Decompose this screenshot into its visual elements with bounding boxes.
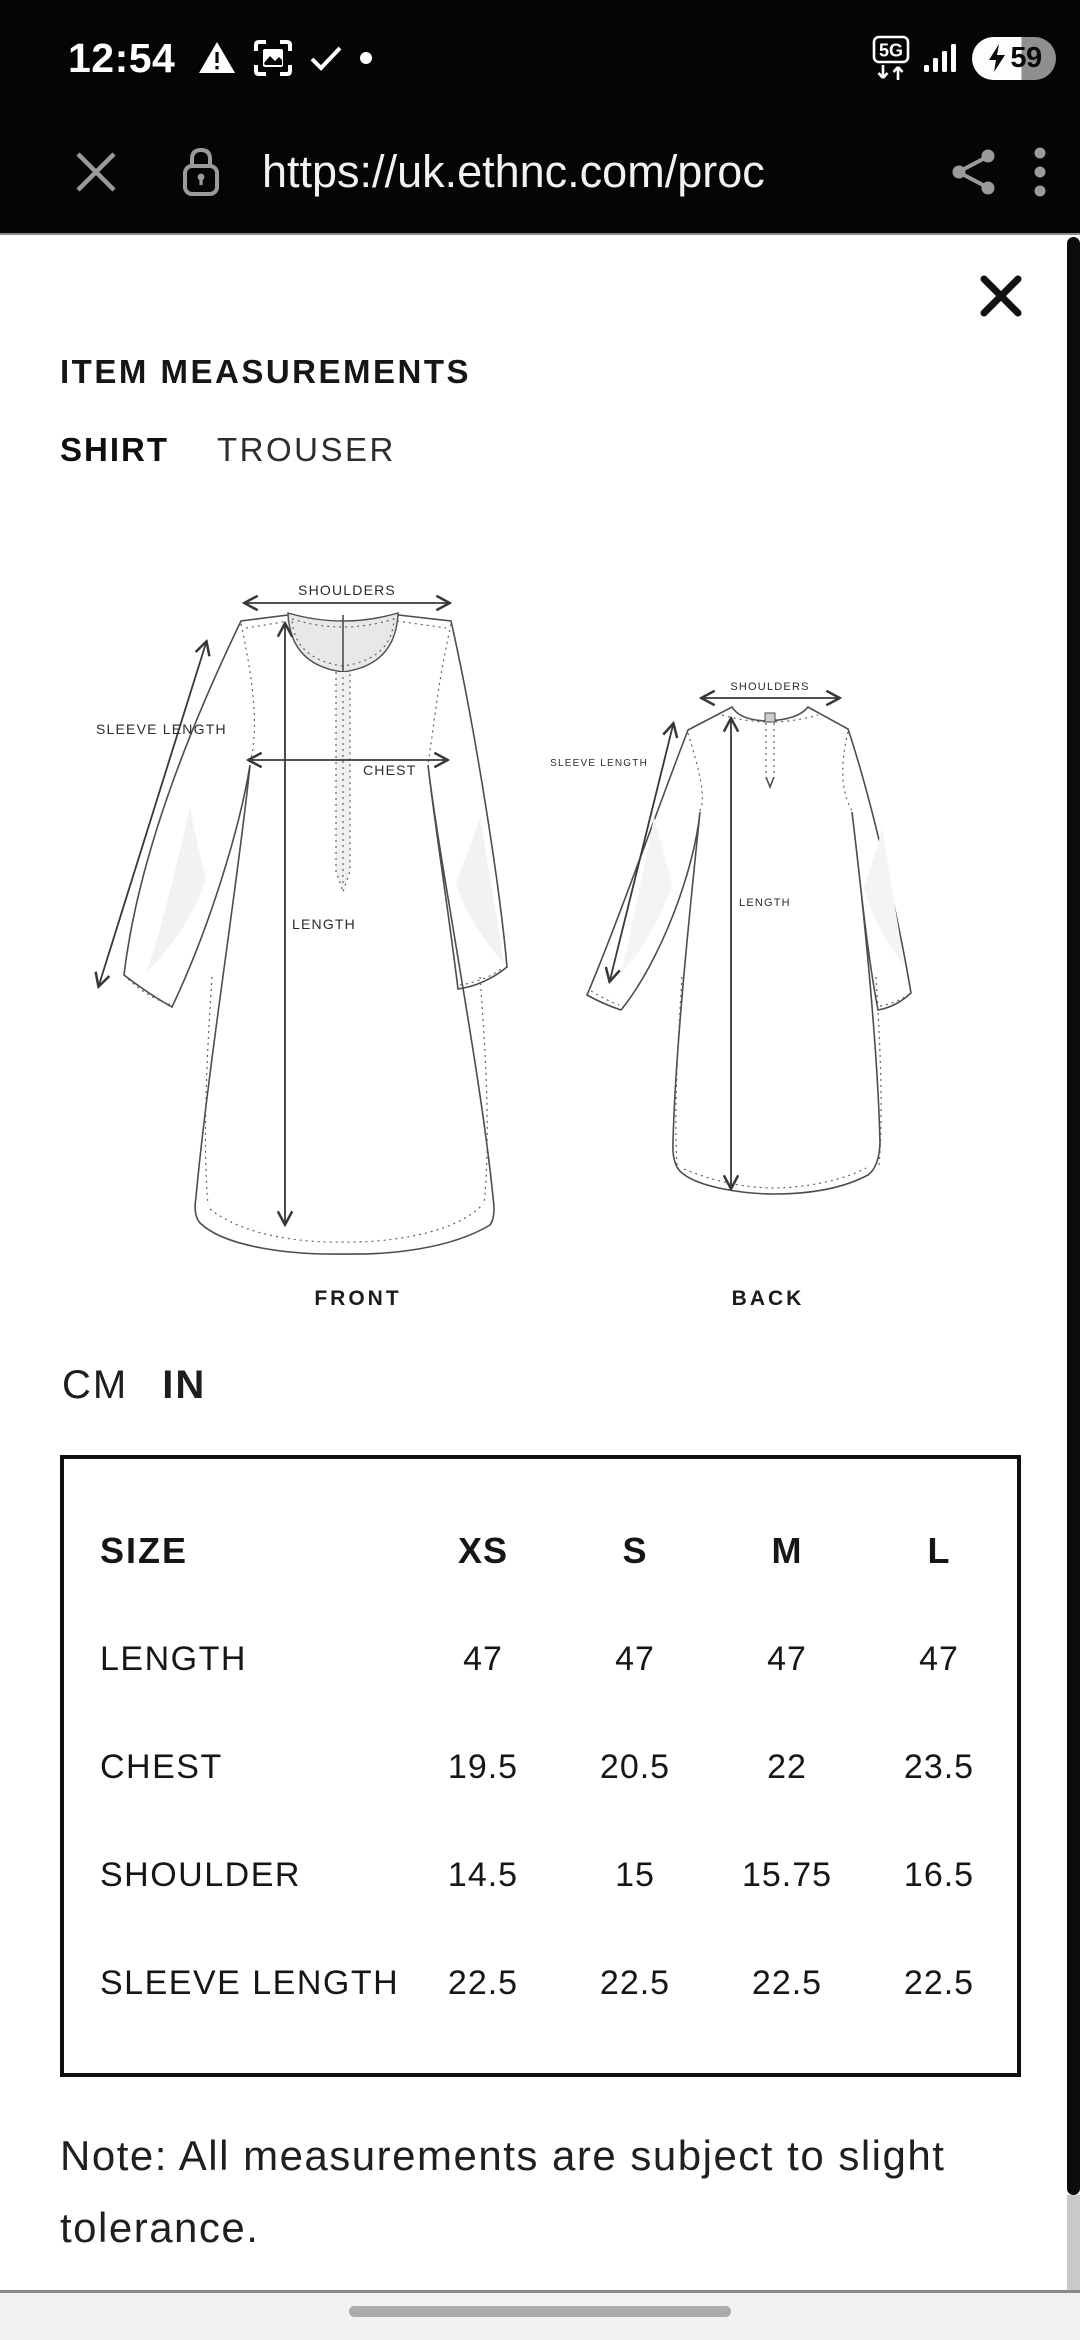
table-row-shoulder: SHOULDER 14.5 15 15.75 16.5 — [100, 1855, 975, 1894]
unit-toggle — [62, 1363, 206, 1408]
shirt-diagram-svg — [60, 507, 960, 1317]
5g-network-icon — [872, 34, 910, 82]
unit-in[interactable]: IN — [162, 1363, 207, 1407]
status-icons-right — [872, 34, 1056, 82]
charging-bolt-icon — [986, 43, 1008, 73]
browser-url-bar — [0, 110, 1080, 233]
back-length-label: LENGTH — [739, 897, 791, 909]
back-view — [550, 681, 911, 1194]
shirt-measurement-diagram — [60, 507, 960, 1317]
clock: 12:54 — [68, 34, 176, 81]
notification-dot — [359, 51, 373, 65]
front-sleeve-length-label: SLEEVE LENGTH — [96, 721, 227, 737]
table-row-sleeve-length: SLEEVE LENGTH 22.5 22.5 22.5 22.5 — [100, 1963, 975, 2002]
col-l: L — [927, 1530, 951, 1571]
scrollbar-track[interactable] — [1067, 2195, 1080, 2290]
col-size: SIZE — [100, 1530, 189, 1571]
back-shoulders-label: SHOULDERS — [730, 681, 810, 693]
status-icons-left — [197, 39, 373, 77]
unit-cm[interactable]: CM — [62, 1363, 129, 1407]
tab-trouser[interactable]: TROUSER — [217, 431, 396, 468]
modal-title: ITEM MEASUREMENTS — [60, 353, 472, 390]
front-view — [96, 582, 507, 1254]
back-sleeve-length-label: SLEEVE LENGTH — [550, 758, 648, 769]
col-s: S — [622, 1530, 648, 1571]
url-text[interactable]: https://uk.ethnc.com/proc — [262, 145, 765, 197]
top-black-header — [0, 0, 1080, 233]
gesture-pill[interactable] — [349, 2306, 731, 2317]
battery-percent: 59 — [1010, 41, 1042, 74]
garment-tabs — [60, 431, 396, 469]
close-icon[interactable] — [72, 148, 120, 196]
scrollbar-thumb[interactable] — [1067, 237, 1080, 2195]
table-row-length: LENGTH 47 47 47 47 — [100, 1639, 959, 1678]
battery-icon — [972, 37, 1056, 80]
tolerance-note: Note: All measurements are subject to slight tolerance. — [60, 2132, 946, 2251]
table-row-chest: CHEST 19.5 20.5 22 23.5 — [100, 1747, 975, 1786]
svg-text:5G: 5G — [878, 40, 904, 61]
measurements-modal — [0, 233, 1080, 2292]
check-icon — [309, 44, 343, 72]
front-shoulders-label: SHOULDERS — [298, 582, 396, 598]
lock-icon — [180, 146, 222, 198]
back-caption: BACK — [731, 1287, 805, 1310]
status-bar — [0, 18, 1080, 98]
bottom-navigation-area — [0, 2290, 1080, 2340]
front-caption: FRONT — [314, 1287, 402, 1310]
size-table — [60, 1455, 1021, 2077]
col-m: M — [771, 1530, 803, 1571]
table-header-row — [64, 1497, 1017, 1605]
overflow-menu-icon[interactable] — [1034, 146, 1046, 198]
warning-icon — [197, 40, 237, 76]
share-icon[interactable] — [950, 147, 998, 197]
col-xs: XS — [457, 1530, 509, 1571]
signal-strength-icon — [923, 41, 959, 75]
tab-shirt[interactable]: SHIRT — [60, 431, 169, 468]
front-chest-label: CHEST — [363, 762, 417, 778]
front-length-label: LENGTH — [292, 916, 356, 932]
screenshot-icon — [253, 39, 293, 77]
modal-close-icon[interactable] — [976, 271, 1026, 321]
